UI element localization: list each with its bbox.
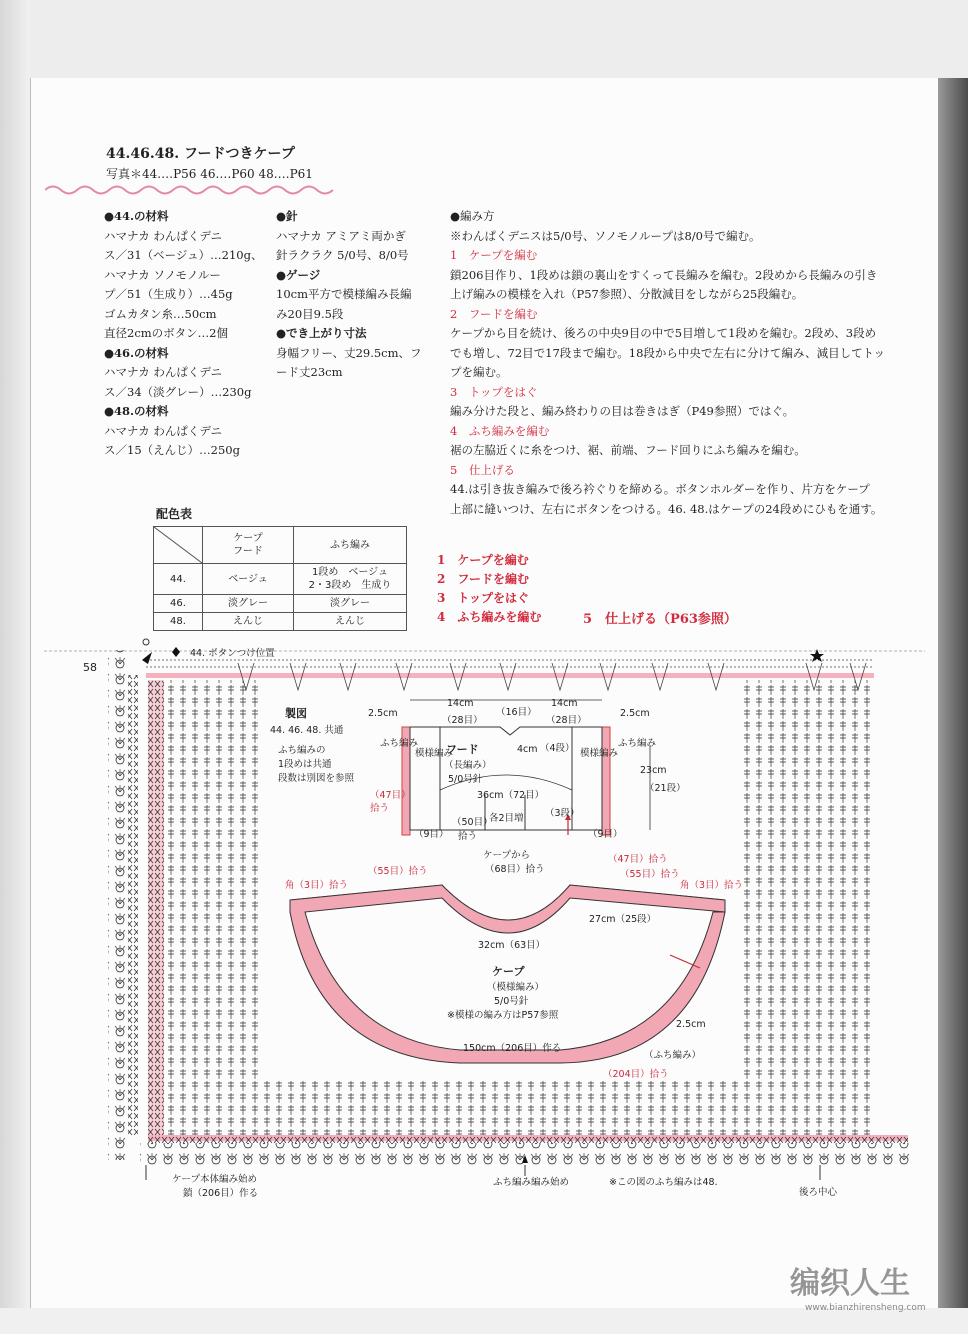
step-5: 5 仕上げる（P63参照） xyxy=(583,612,737,627)
list-item: ●44.の材料 xyxy=(104,209,169,223)
list-item: ●48.の材料 xyxy=(104,404,169,418)
list-item: 直径2cmのボタン…2個 xyxy=(104,326,228,340)
steps-list: 1 ケープを編む 2 フードを編む 3 トップをはぐ 4 ふち編みを編む xyxy=(437,553,542,624)
list-item: 4 ふち編みを編む xyxy=(450,423,550,438)
list-item: ●46.の材料 xyxy=(104,345,169,360)
list-item: 鎖206目作り、1段めは鎖の裏山をすくって長編みを編む。2段めから長編みの引き xyxy=(450,267,878,282)
list-item: ●でき上がり寸法 xyxy=(276,326,367,340)
list-item: プ／51（生成り）…45g xyxy=(104,287,233,301)
list-item: でも増し、72目で17段まで編む。18段から中央で左右に分けて編み、減目してトッ xyxy=(450,345,886,360)
list-item: 上げ編みの模様を入れ（P57参照）、分散減目をしながら25段編む。 xyxy=(450,287,804,301)
seizu-label: 製図 xyxy=(285,707,307,720)
list-item: プを編む。 xyxy=(450,365,508,379)
list-item: 上部に縫いつけ、左右にボタンをつける。46. 48.はケープの24段めにひもを通す。 xyxy=(450,501,883,516)
stitch-bottom xyxy=(262,1080,742,1135)
list-item: ハマナカ わんぱくデニ xyxy=(104,228,222,243)
page-number: 58 xyxy=(83,661,97,674)
list-item: ●ゲージ xyxy=(276,267,321,282)
list-item: ード丈23cm xyxy=(276,365,343,379)
list-item: 編み分けた段と、編み終わりの目は巻きはぎ（P49参照）ではぐ。 xyxy=(450,404,795,418)
list-item: ハマナカ ソノモノルー xyxy=(104,267,221,282)
header-cape-hood: ケープ フード xyxy=(203,527,294,564)
list-item: ハマナカ わんぱくデニ xyxy=(104,365,222,379)
left-edge-shells xyxy=(108,650,126,1160)
list-item: ●編み方 xyxy=(450,209,495,223)
hood-title: フード xyxy=(446,743,479,756)
list-item: ケープから目を続け、後ろの中央9目の中で5目増して1段めを編む。2段め、3段め xyxy=(450,326,877,340)
list-item: 44.は引き抜き編みで後ろ衿ぐりを締める。ボタンホルダーを作り、片方をケープ xyxy=(450,482,870,496)
list-item: 針ラクラク 5/0号、8/0号 xyxy=(276,248,409,262)
color-table-title: 配色表 xyxy=(156,507,193,521)
watermark-url: www.bianzhirensheng.com xyxy=(805,1303,926,1313)
list-item: 5 仕上げる xyxy=(450,462,515,477)
start-marker xyxy=(143,639,149,645)
watermark: 编织人生 xyxy=(790,1266,910,1301)
list-item: ハマナカ アミアミ両かぎ xyxy=(276,228,406,243)
left-edge-sc xyxy=(128,675,138,1135)
table-row: 44. ベージュ 1段め ベージュ 2・3段め 生成り xyxy=(154,564,407,595)
cape-title: ケープ xyxy=(492,965,525,978)
photo-reference: 写真＊44.…P56 46.…P60 48.…P61 xyxy=(106,167,313,181)
list-item: 1 ケープを編む xyxy=(450,248,538,262)
list-item: ※わんぱくデニスは5/0号、ソノモノループは8/0号で編む。 xyxy=(450,228,761,243)
list-item: 10cm平方で模様編み長編 xyxy=(276,287,412,301)
list-item: ゴムカタン糸…50cm xyxy=(104,306,217,321)
table-row: 48. えんじ えんじ xyxy=(154,613,407,631)
list-item: 2 フードを編む xyxy=(450,306,538,321)
list-item: ●針 xyxy=(276,209,298,223)
list-item: 3 トップをはぐ xyxy=(450,384,538,399)
list-item: み20目9.5段 xyxy=(276,306,344,321)
pattern-title: 44.46.48. フードつきケープ xyxy=(106,146,295,162)
list-item: ス／31（ベージュ）…210g、 xyxy=(104,248,263,262)
list-item: 身幅フリー、丈29.5cm、フ xyxy=(276,345,422,360)
stitch-columns-right xyxy=(740,680,875,1135)
list-item: ス／34（淡グレー）…230g xyxy=(104,384,252,399)
button-position-label: 44. ボタンつけ位置 xyxy=(190,648,275,659)
list-item: ス／15（えんじ）…250g xyxy=(104,443,240,457)
stitch-columns-left xyxy=(166,680,262,1135)
top-chain-row xyxy=(146,673,874,678)
header-edge: ふち編み xyxy=(294,527,407,564)
list-item: 裾の左脇近くに糸をつけ、裾、前端、フード回りにふち編みを編む。 xyxy=(450,443,806,457)
table-row: 46. 淡グレー 淡グレー xyxy=(154,595,407,613)
list-item: ハマナカ わんぱくデニ xyxy=(104,423,222,438)
